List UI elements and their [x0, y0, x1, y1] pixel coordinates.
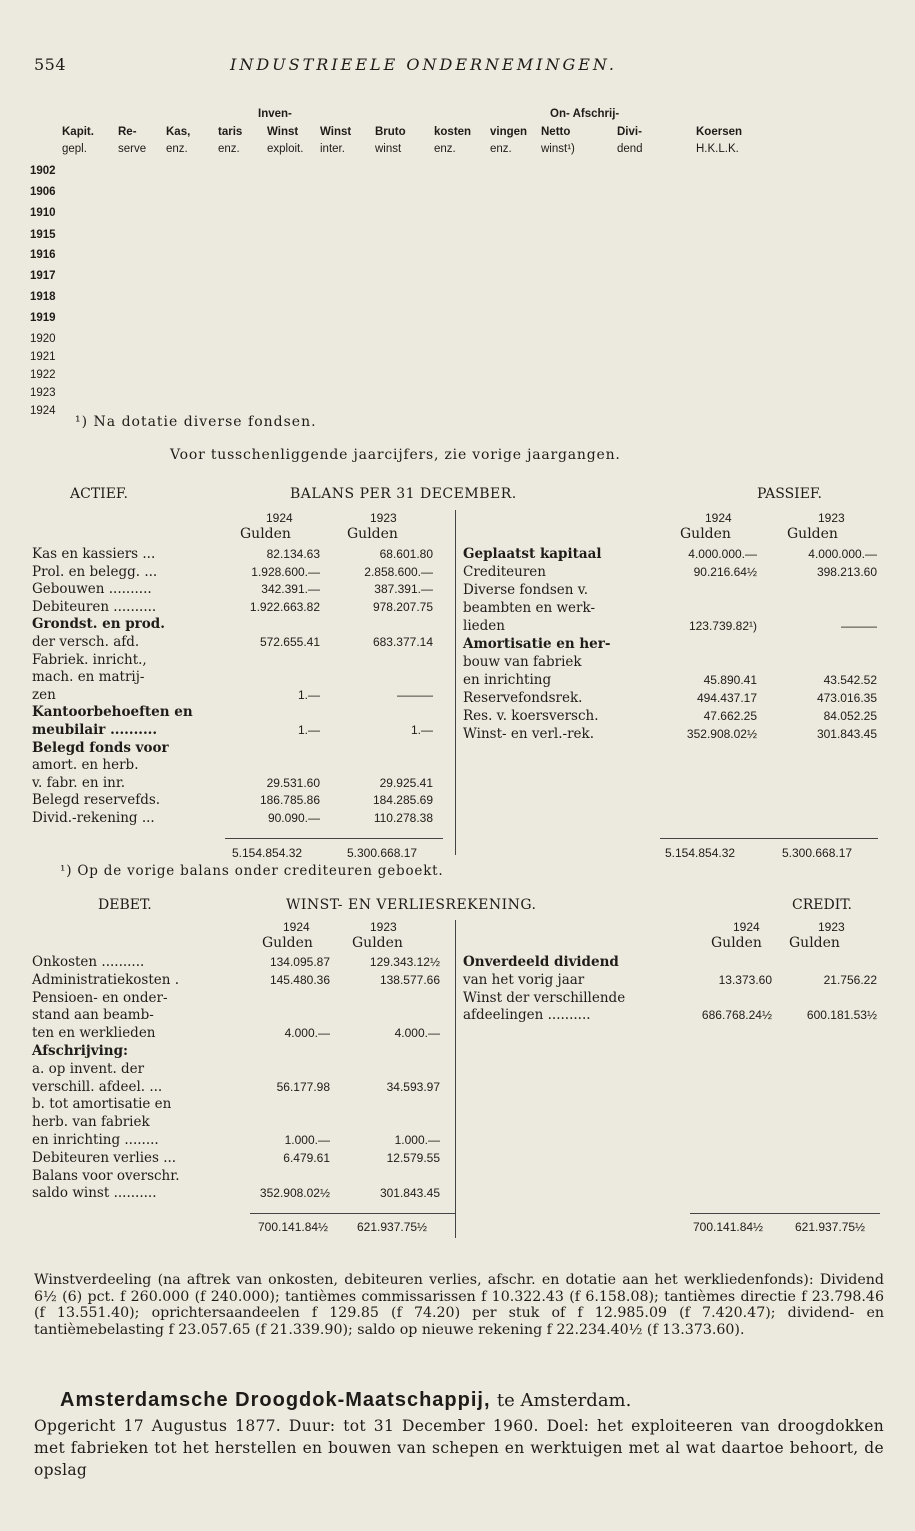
balance-unit-b-right: Gulden	[787, 526, 838, 542]
balance-unit-b-left: Gulden	[347, 526, 398, 542]
line-item-label: der versch. afd.	[32, 634, 140, 650]
history-cell: 1910	[30, 207, 56, 219]
history-cell: 1906	[30, 186, 56, 198]
history-cell: 1917	[30, 270, 56, 282]
history-header-cell: vingen	[490, 126, 528, 138]
pl-unit-b-right: Gulden	[789, 935, 840, 951]
line-item-label: Onverdeeld dividend	[463, 954, 619, 970]
balance-total-rule-right	[660, 838, 878, 839]
line-item-value: 186.785.86	[259, 793, 320, 808]
history-header-cell: Kas,	[166, 126, 191, 138]
line-item-value: 82.134.63	[266, 547, 320, 561]
line-item-value: 138.577.66	[379, 972, 440, 987]
history-header-cell: H.K.L.K.	[696, 143, 739, 155]
line-item-value: 123.739.82¹)	[688, 619, 757, 633]
line-item-label: Geplaatst kapitaal	[463, 546, 602, 562]
line-item-label: herb. van fabriek	[32, 1114, 150, 1131]
history-cell: 1915	[30, 229, 56, 241]
history-header-cell: winst	[375, 143, 402, 155]
pl-unit-b-left: Gulden	[352, 935, 403, 951]
line-item-label: stand aan beamb-	[32, 1007, 154, 1024]
line-item-label: Debiteuren verlies ...	[32, 1149, 177, 1166]
pl-title-left: DEBET.	[98, 897, 152, 913]
history-cell: 1924	[30, 405, 56, 417]
line-item-label: Reservefondsrek.	[463, 690, 583, 706]
line-item-value: 4.000.—	[284, 1026, 330, 1041]
pl-title-right: CREDIT.	[792, 897, 852, 913]
pl-total-rule-left	[250, 1213, 455, 1214]
page-number: 554	[34, 55, 67, 74]
pl-total-right-b: 621.937.75½	[795, 1220, 866, 1234]
line-item-value: 56.177.98	[276, 1079, 330, 1094]
history-cell: 1921	[30, 351, 56, 363]
line-item-value: ———	[397, 687, 433, 702]
line-item-label: Debiteuren ..........	[32, 598, 157, 615]
history-cell: 1922	[30, 369, 56, 381]
balance-year-b-right: 1923	[818, 511, 845, 525]
balance-total-right-a: 5.154.854.32	[665, 846, 736, 860]
line-item-label: Fabriek. inricht.,	[32, 651, 147, 668]
line-item-value: 1.928.600.—	[251, 564, 320, 579]
line-item-label: van het vorig jaar	[463, 971, 585, 988]
pl-year-a-right: 1924	[733, 920, 760, 934]
line-item-value: 1.000.—	[394, 1133, 440, 1147]
pl-total-left-a: 700.141.84½	[258, 1220, 329, 1234]
balance-total-left-a: 5.154.854.32	[232, 846, 303, 860]
balance-year-a-left: 1924	[266, 511, 293, 525]
history-header-cell: Netto	[541, 126, 571, 138]
line-item-label: Kantoorbehoeften en	[32, 704, 193, 721]
history-header-cell: taris	[218, 126, 243, 138]
history-cell: 1916	[30, 249, 56, 261]
line-item-label: Divid.-rekening ...	[32, 810, 155, 826]
line-item-label: beambten en werk-	[463, 600, 596, 616]
line-item-label: amort. en herb.	[32, 757, 139, 774]
line-item-value: 43.542.52	[823, 673, 877, 687]
line-item-value: 1.—	[410, 723, 433, 737]
line-item-value: 184.285.69	[372, 793, 433, 808]
profit-distribution: Winstverdeeling (na aftrek van onkosten, debiteuren verlies, afschr. en dotatie aan het werkliedenfonds): Dividend 6½ (6) pct. f 260.000 (f 240.000); tantièmes commissarissen f 10.322.43 (f 6.158.08); tantièmes directie f 23.798.46 (f 13.551.40); oprichtersaandeelen f 129.85 (f 74.20) per stuk of f 12.985.09 (f 7.420.47); dividend- en tantièmebelasting f 23.057.65 (f 21.339.90); saldo op nieuwe rekening f 22.234.40½ (f 13.373.60).	[34, 1272, 884, 1338]
line-item-value: 110.278.38	[373, 811, 433, 825]
line-item-value: 494.437.17	[696, 691, 757, 705]
line-item-value: 572.655.41	[259, 635, 320, 649]
balance-year-b-left: 1923	[370, 511, 397, 525]
history-header-cell: Winst	[267, 126, 299, 138]
next-company-heading	[60, 1387, 631, 1412]
line-item-label: v. fabr. en inr.	[32, 774, 126, 791]
company-city: te Amsterdam.	[496, 1390, 632, 1411]
line-item-value: 342.391.—	[261, 582, 320, 597]
history-header-cell: winst¹)	[541, 143, 575, 155]
line-item-label: zen	[32, 686, 56, 703]
line-item-value: 352.908.02½	[686, 727, 757, 741]
history-header-cell: On- Afschrij-	[550, 108, 620, 120]
line-item-value: 978.207.75	[372, 599, 433, 614]
line-item-value: 686.768.24½	[701, 1008, 772, 1023]
line-item-value: 21.756.22	[823, 972, 877, 987]
line-item-value: 683.377.14	[372, 635, 433, 649]
line-item-value: 473.016.35	[816, 691, 877, 705]
line-item-value: ———	[841, 619, 877, 633]
pl-title: WINST- EN VERLIESREKENING.	[286, 897, 537, 913]
pl-year-b-left: 1923	[370, 920, 397, 934]
line-item-label: a. op invent. der	[32, 1060, 145, 1077]
balance-total-rule-left	[225, 838, 443, 839]
line-item-value: 1.000.—	[284, 1133, 330, 1147]
line-item-label: Afschrijving:	[32, 1043, 129, 1059]
line-item-label: Pensioen- en onder-	[32, 989, 168, 1006]
line-item-value: 4.000.000.—	[688, 547, 757, 561]
line-item-label: Winst- en verl.-rek.	[463, 726, 594, 742]
history-header-cell: enz.	[490, 143, 512, 155]
history-footnote: ¹) Na dotatie diverse fondsen.	[75, 414, 317, 430]
pl-total-left-b: 621.937.75½	[357, 1220, 428, 1234]
line-item-value: 387.391.—	[374, 582, 433, 597]
history-header-cell: Inven-	[258, 108, 292, 120]
line-item-value: 29.925.41	[379, 775, 433, 790]
line-item-label: Amortisatie en her-	[463, 636, 611, 652]
line-item-label: saldo winst ..........	[32, 1185, 157, 1202]
history-header-cell: exploit.	[267, 143, 304, 155]
balance-year-a-right: 1924	[705, 511, 732, 525]
history-header-cell: enz.	[218, 143, 240, 155]
line-item-value: 47.662.25	[703, 709, 757, 723]
line-item-value: 84.052.25	[823, 709, 877, 723]
history-cell: 1918	[30, 291, 56, 303]
line-item-value: 34.593.97	[386, 1079, 440, 1094]
pl-total-rule-right	[690, 1213, 880, 1214]
line-item-label: en inrichting ........	[32, 1132, 159, 1148]
line-item-value: 600.181.53½	[806, 1008, 877, 1023]
company-description: Opgericht 17 Augustus 1877. Duur: tot 31 December 1960. Doel: het exploiteeren van droogdokken met fabrieken tot het herstellen en bouwen van schepen en werktuigen met al wat daartoe behoort, de opslag	[34, 1417, 884, 1479]
balance-unit-a-right: Gulden	[680, 526, 731, 542]
history-header-cell: serve	[118, 143, 147, 155]
line-item-label: mach. en matrij-	[32, 669, 145, 686]
history-header-cell: Koersen	[696, 126, 743, 138]
line-item-label: Belegd reservefds.	[32, 792, 161, 809]
line-item-value: 1.—	[297, 723, 320, 737]
line-item-value: 4.000.000.—	[808, 547, 877, 561]
line-item-value: 2.858.600.—	[364, 564, 433, 579]
line-item-value: 90.090.—	[267, 811, 320, 825]
line-item-value: 29.531.60	[266, 775, 320, 790]
history-header-cell: Re-	[118, 126, 137, 138]
line-item-label: lieden	[463, 618, 505, 634]
balance-title: BALANS PER 31 DECEMBER.	[290, 486, 517, 502]
history-cell: 1923	[30, 387, 56, 399]
pl-divider	[455, 920, 456, 1238]
line-item-value: 90.216.64½	[693, 565, 757, 579]
line-item-label: Res. v. koersversch.	[463, 708, 599, 724]
history-cell: 1919	[30, 312, 56, 324]
line-item-label: Winst der verschillende	[463, 989, 626, 1006]
line-item-label: Grondst. en prod.	[32, 616, 165, 633]
line-item-label: Diverse fondsen v.	[463, 582, 589, 598]
line-item-value: 68.601.80	[379, 547, 433, 561]
line-item-label: b. tot amortisatie en	[32, 1096, 172, 1113]
pl-unit-a-right: Gulden	[711, 935, 762, 951]
line-item-label: Gebouwen ..........	[32, 581, 152, 598]
line-item-value: 4.000.—	[394, 1026, 440, 1041]
pl-year-a-left: 1924	[283, 920, 310, 934]
balance-title-left: ACTIEF.	[70, 486, 128, 502]
line-item-value: 301.843.45	[379, 1186, 440, 1201]
line-item-label: Balans voor overschr.	[32, 1167, 180, 1184]
line-item-label: bouw van fabriek	[463, 654, 582, 670]
line-item-label: Kas en kassiers ...	[32, 546, 156, 562]
line-item-value: 12.579.55	[386, 1150, 440, 1165]
running-title: INDUSTRIEELE ONDERNEMINGEN.	[230, 55, 617, 74]
line-item-value: 13.373.60	[718, 972, 772, 987]
balance-footnote: ¹) Op de vorige balans onder crediteuren geboekt.	[60, 863, 444, 879]
pl-unit-a-left: Gulden	[262, 935, 313, 951]
line-item-label: Belegd fonds voor	[32, 739, 169, 756]
history-header-cell: enz.	[434, 143, 456, 155]
line-item-value: 145.480.36	[269, 972, 330, 987]
line-item-value: 301.843.45	[816, 727, 877, 741]
line-item-value: 6.479.61	[283, 1150, 330, 1165]
pl-total-right-a: 700.141.84½	[693, 1220, 764, 1234]
history-header-cell: inter.	[320, 143, 345, 155]
line-item-value: 352.908.02½	[259, 1186, 330, 1201]
line-item-label: en inrichting	[463, 672, 552, 688]
balance-total-right-b: 5.300.668.17	[782, 846, 853, 860]
history-header-cell: dend	[617, 143, 643, 155]
history-header-cell: Bruto	[375, 126, 406, 138]
line-item-value: 1.922.663.82	[249, 599, 320, 614]
line-item-label: Prol. en belegg. ...	[32, 563, 158, 580]
history-header-cell: Kapit.	[62, 126, 94, 138]
line-item-label: afdeelingen ..........	[463, 1007, 591, 1024]
company-name: Amsterdamsche Droogdok-Maatschappij,	[60, 1389, 491, 1411]
history-header-cell: Winst	[320, 126, 352, 138]
history-cell: 1920	[30, 333, 56, 345]
line-item-label: ten en werklieden	[32, 1025, 156, 1042]
balance-total-left-b: 5.300.668.17	[347, 846, 418, 860]
line-item-label: meubilair ..........	[32, 722, 158, 738]
line-item-value: 398.213.60	[816, 565, 877, 579]
history-header-cell: enz.	[166, 143, 188, 155]
line-item-label: Onkosten ..........	[32, 954, 145, 970]
balance-unit-a-left: Gulden	[240, 526, 291, 542]
history-cell: 1902	[30, 165, 56, 177]
line-item-label: Administratiekosten .	[32, 971, 180, 988]
history-header-cell: gepl.	[62, 143, 87, 155]
history-header-cell: kosten	[434, 126, 472, 138]
pl-year-b-right: 1923	[818, 920, 845, 934]
line-item-label: verschill. afdeel. ...	[32, 1078, 163, 1095]
history-note: Voor tusschenliggende jaarcijfers, zie vorige jaargangen.	[170, 447, 621, 463]
line-item-value: 129.343.12½	[369, 955, 440, 969]
balance-title-right: PASSIEF.	[757, 486, 822, 502]
history-header-cell: Divi-	[617, 126, 642, 138]
line-item-label: Crediteuren	[463, 564, 546, 580]
balance-divider	[455, 510, 456, 855]
line-item-value: 1.—	[297, 687, 320, 702]
line-item-value: 134.095.87	[269, 955, 330, 969]
line-item-value: 45.890.41	[703, 673, 757, 687]
